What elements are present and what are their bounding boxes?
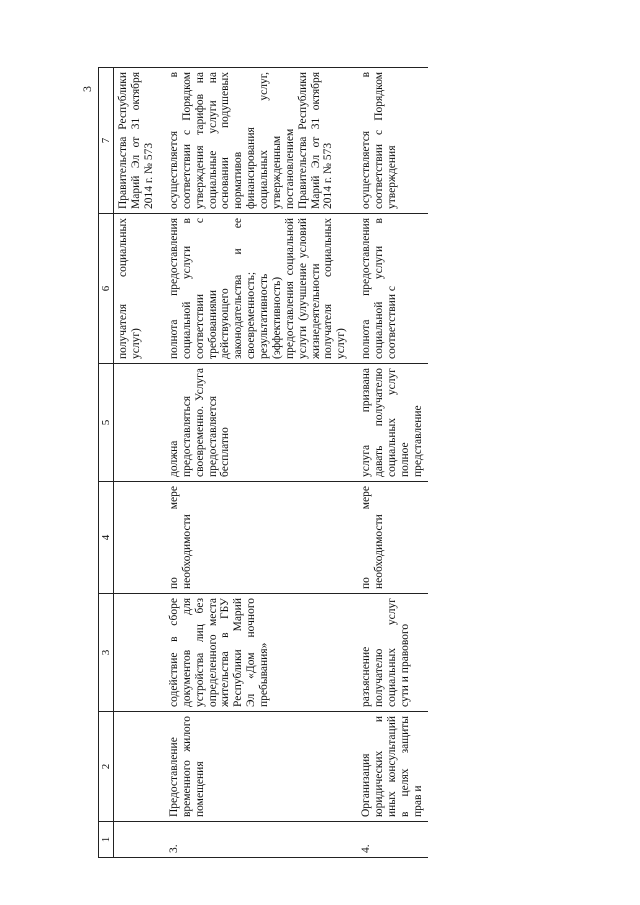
row-number: 4. — [357, 822, 427, 858]
service-timing: по мере необходимости — [357, 482, 427, 594]
rotated-page — [98, 68, 508, 858]
column-header: 5 — [99, 364, 114, 482]
service-conditions: услуга призвана давать получателю социальных услуг полное представление — [357, 364, 427, 482]
column-header: 7 — [99, 68, 114, 214]
row-number — [114, 822, 159, 858]
service-name: Предоставление временного жилого помещения — [165, 712, 351, 822]
table-row — [165, 68, 351, 858]
service-tariff: осуществляется в соответствии с Порядком утверждения — [357, 68, 427, 214]
service-tariff: осуществляется в соответствии с Порядком утверждения тарифов на социальные услуги на основании подушевых нормативов финансирования социальных услуг, утвержденным постановлением Правительства Республики Марий Эл от 31 октября 2014 г. № 573 — [165, 68, 351, 214]
service-conditions: должна предоставляться своевременно. Услуга предоставляется бесплатно — [165, 364, 351, 482]
table-header-row — [99, 68, 114, 858]
table-row — [357, 68, 427, 858]
column-header: 1 — [99, 822, 114, 858]
column-header: 6 — [99, 214, 114, 364]
service-name: Организация юридических и иных консультаций в целях защиты прав и — [357, 712, 427, 822]
service-quality: полнота предоставления социальной услуги в соответствии с — [357, 214, 427, 364]
service-description: разъяснение получателю социальных услуг сути и правового — [357, 594, 427, 712]
service-description — [114, 594, 159, 712]
service-description: содействие в сборе документов для устройства лиц без определенного места жительства в ГБУ Республики Марий Эл «Дом ночного пребывания» — [165, 594, 351, 712]
table-row — [114, 68, 159, 858]
service-quality: получателя социальных услуг) — [114, 214, 159, 364]
row-number: 3. — [165, 822, 351, 858]
service-timing: по мере необходимости — [165, 482, 351, 594]
column-header: 4 — [99, 482, 114, 594]
service-timing — [114, 482, 159, 594]
service-tariff: Правительства Республики Марий Эл от 31 октября 2014 г. № 573 — [114, 68, 159, 214]
service-name — [114, 712, 159, 822]
column-header: 2 — [99, 712, 114, 822]
service-quality: полнота предоставления социальной услуги в соответствии с требованиями действующего законодательства и ее своевременность; результативность (эффективность) предоставления социальной услуги (улучшение условий жизнедеятельности получателя социальных услуг) — [165, 214, 351, 364]
service-conditions — [114, 364, 159, 482]
page-number: 3 — [80, 86, 94, 92]
services-table — [98, 67, 428, 858]
column-header: 3 — [99, 594, 114, 712]
